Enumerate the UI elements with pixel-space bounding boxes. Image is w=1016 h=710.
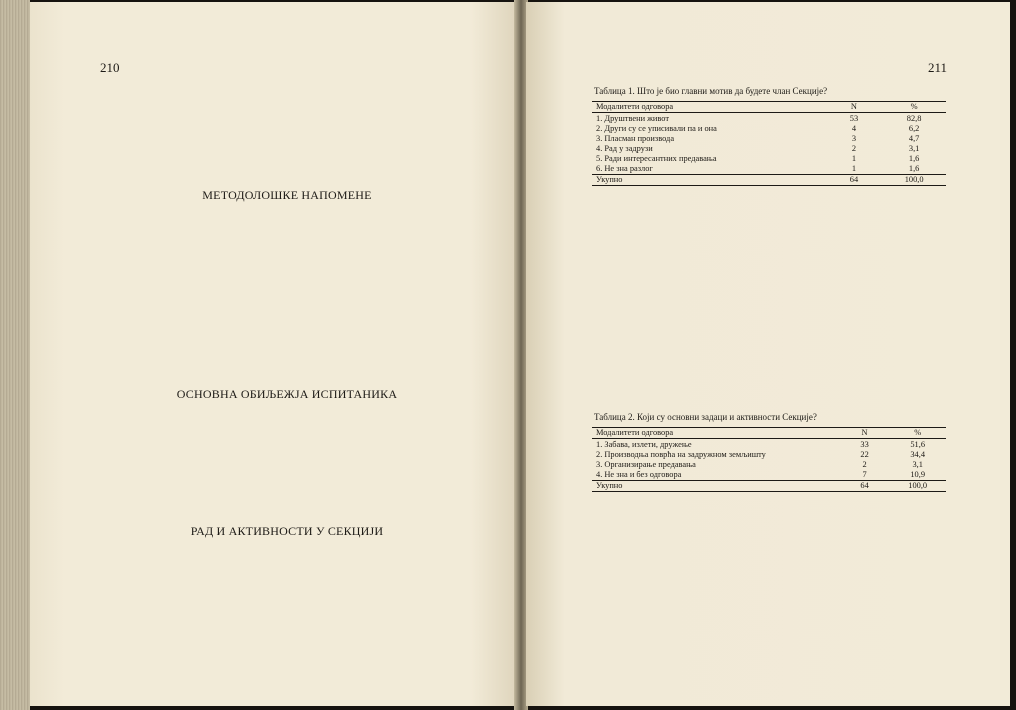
table-total-row bbox=[592, 481, 946, 492]
table-cell: 1,6 bbox=[882, 164, 946, 175]
table-cell: 5. Ради интересантних предавања bbox=[596, 154, 717, 163]
table-cell: 2. Други су се уписивали па и она bbox=[596, 124, 717, 133]
table-row bbox=[592, 124, 946, 134]
table-header-cell: Модалитети одговора bbox=[592, 102, 826, 113]
table-row bbox=[592, 460, 946, 470]
table-header-row bbox=[592, 102, 946, 113]
table-cell: 34,4 bbox=[910, 450, 925, 459]
table-caption: Таблица 1. Што је био главни мотив да будете члан Секције? bbox=[594, 86, 828, 96]
table-header-cell: N bbox=[840, 428, 890, 439]
table-cell: Укупно bbox=[592, 481, 840, 492]
table-cell: Укупно bbox=[592, 175, 826, 186]
table-cell: 4. Рад у задрузи bbox=[596, 144, 653, 153]
table-cell: 2. Производња поврћа на задружном земљишту bbox=[596, 450, 766, 459]
table-row bbox=[592, 154, 946, 164]
page-number: 210 bbox=[100, 60, 120, 75]
table-row bbox=[592, 113, 946, 125]
table-cell: 7 bbox=[840, 470, 890, 481]
section-heading: МЕТОДОЛОШКЕ НАПОМЕНЕ bbox=[202, 188, 372, 202]
table-cell: 4,7 bbox=[908, 134, 920, 143]
table-header-cell: % bbox=[889, 428, 946, 439]
table-total-row bbox=[592, 175, 946, 186]
table-cell: 3 bbox=[851, 134, 857, 143]
table-cell: 1. Друштвени живот bbox=[596, 114, 670, 123]
page-number: 211 bbox=[928, 60, 948, 75]
table-header-row bbox=[592, 428, 946, 439]
table-row bbox=[592, 439, 946, 451]
section-heading: ОСНОВНА ОБИЉЕЖЈА ИСПИТАНИКА bbox=[176, 387, 398, 401]
table-cell: 1. Забава, излети, дружење bbox=[596, 440, 692, 449]
table-cell: 22 bbox=[860, 450, 869, 459]
table-cell: 64 bbox=[840, 481, 890, 492]
table-cell: 3,1 bbox=[912, 460, 923, 469]
table-cell: 82,8 bbox=[906, 114, 922, 123]
table-cell: 2 bbox=[862, 460, 867, 469]
table-cell: 1,6 bbox=[908, 154, 920, 163]
table-cell: 100,0 bbox=[889, 481, 946, 492]
table-row bbox=[592, 470, 946, 481]
data-table bbox=[592, 427, 946, 492]
table-caption: Таблица 2. Који су основни задаци и активности Секције? bbox=[594, 412, 817, 422]
table-cell: 3. Пласман производа bbox=[596, 134, 675, 143]
table-cell: 53 bbox=[849, 114, 859, 123]
table-row bbox=[592, 164, 946, 175]
data-table bbox=[592, 101, 946, 186]
table-cell: 4. Не зна и без одговора bbox=[592, 470, 840, 481]
table-cell: 1 bbox=[851, 154, 857, 163]
table-cell: 3,1 bbox=[908, 144, 920, 153]
section-heading: РАД И АКТИВНОСТИ У СЕКЦИЈИ bbox=[190, 524, 384, 538]
table-header-cell: % bbox=[882, 102, 946, 113]
table-cell: 1 bbox=[826, 164, 883, 175]
table-cell: 33 bbox=[860, 440, 869, 449]
table-cell: 64 bbox=[826, 175, 883, 186]
table-row bbox=[592, 450, 946, 460]
right-page bbox=[526, 2, 1010, 706]
table-cell: 51,6 bbox=[910, 440, 925, 449]
table-row bbox=[592, 144, 946, 154]
table-cell: 10,9 bbox=[889, 470, 946, 481]
table-header-cell: Модалитети одговора bbox=[592, 428, 840, 439]
table-cell: 2 bbox=[851, 144, 857, 153]
table-cell: 4 bbox=[851, 124, 857, 133]
table-cell: 6. Не зна разлог bbox=[592, 164, 826, 175]
table-cell: 3. Организирање предавања bbox=[596, 460, 696, 469]
left-page bbox=[30, 2, 520, 706]
table-row bbox=[592, 134, 946, 144]
table-cell: 100,0 bbox=[882, 175, 946, 186]
table-header-cell: N bbox=[826, 102, 883, 113]
page-edges bbox=[0, 0, 30, 710]
table-cell: 6,2 bbox=[908, 124, 920, 133]
